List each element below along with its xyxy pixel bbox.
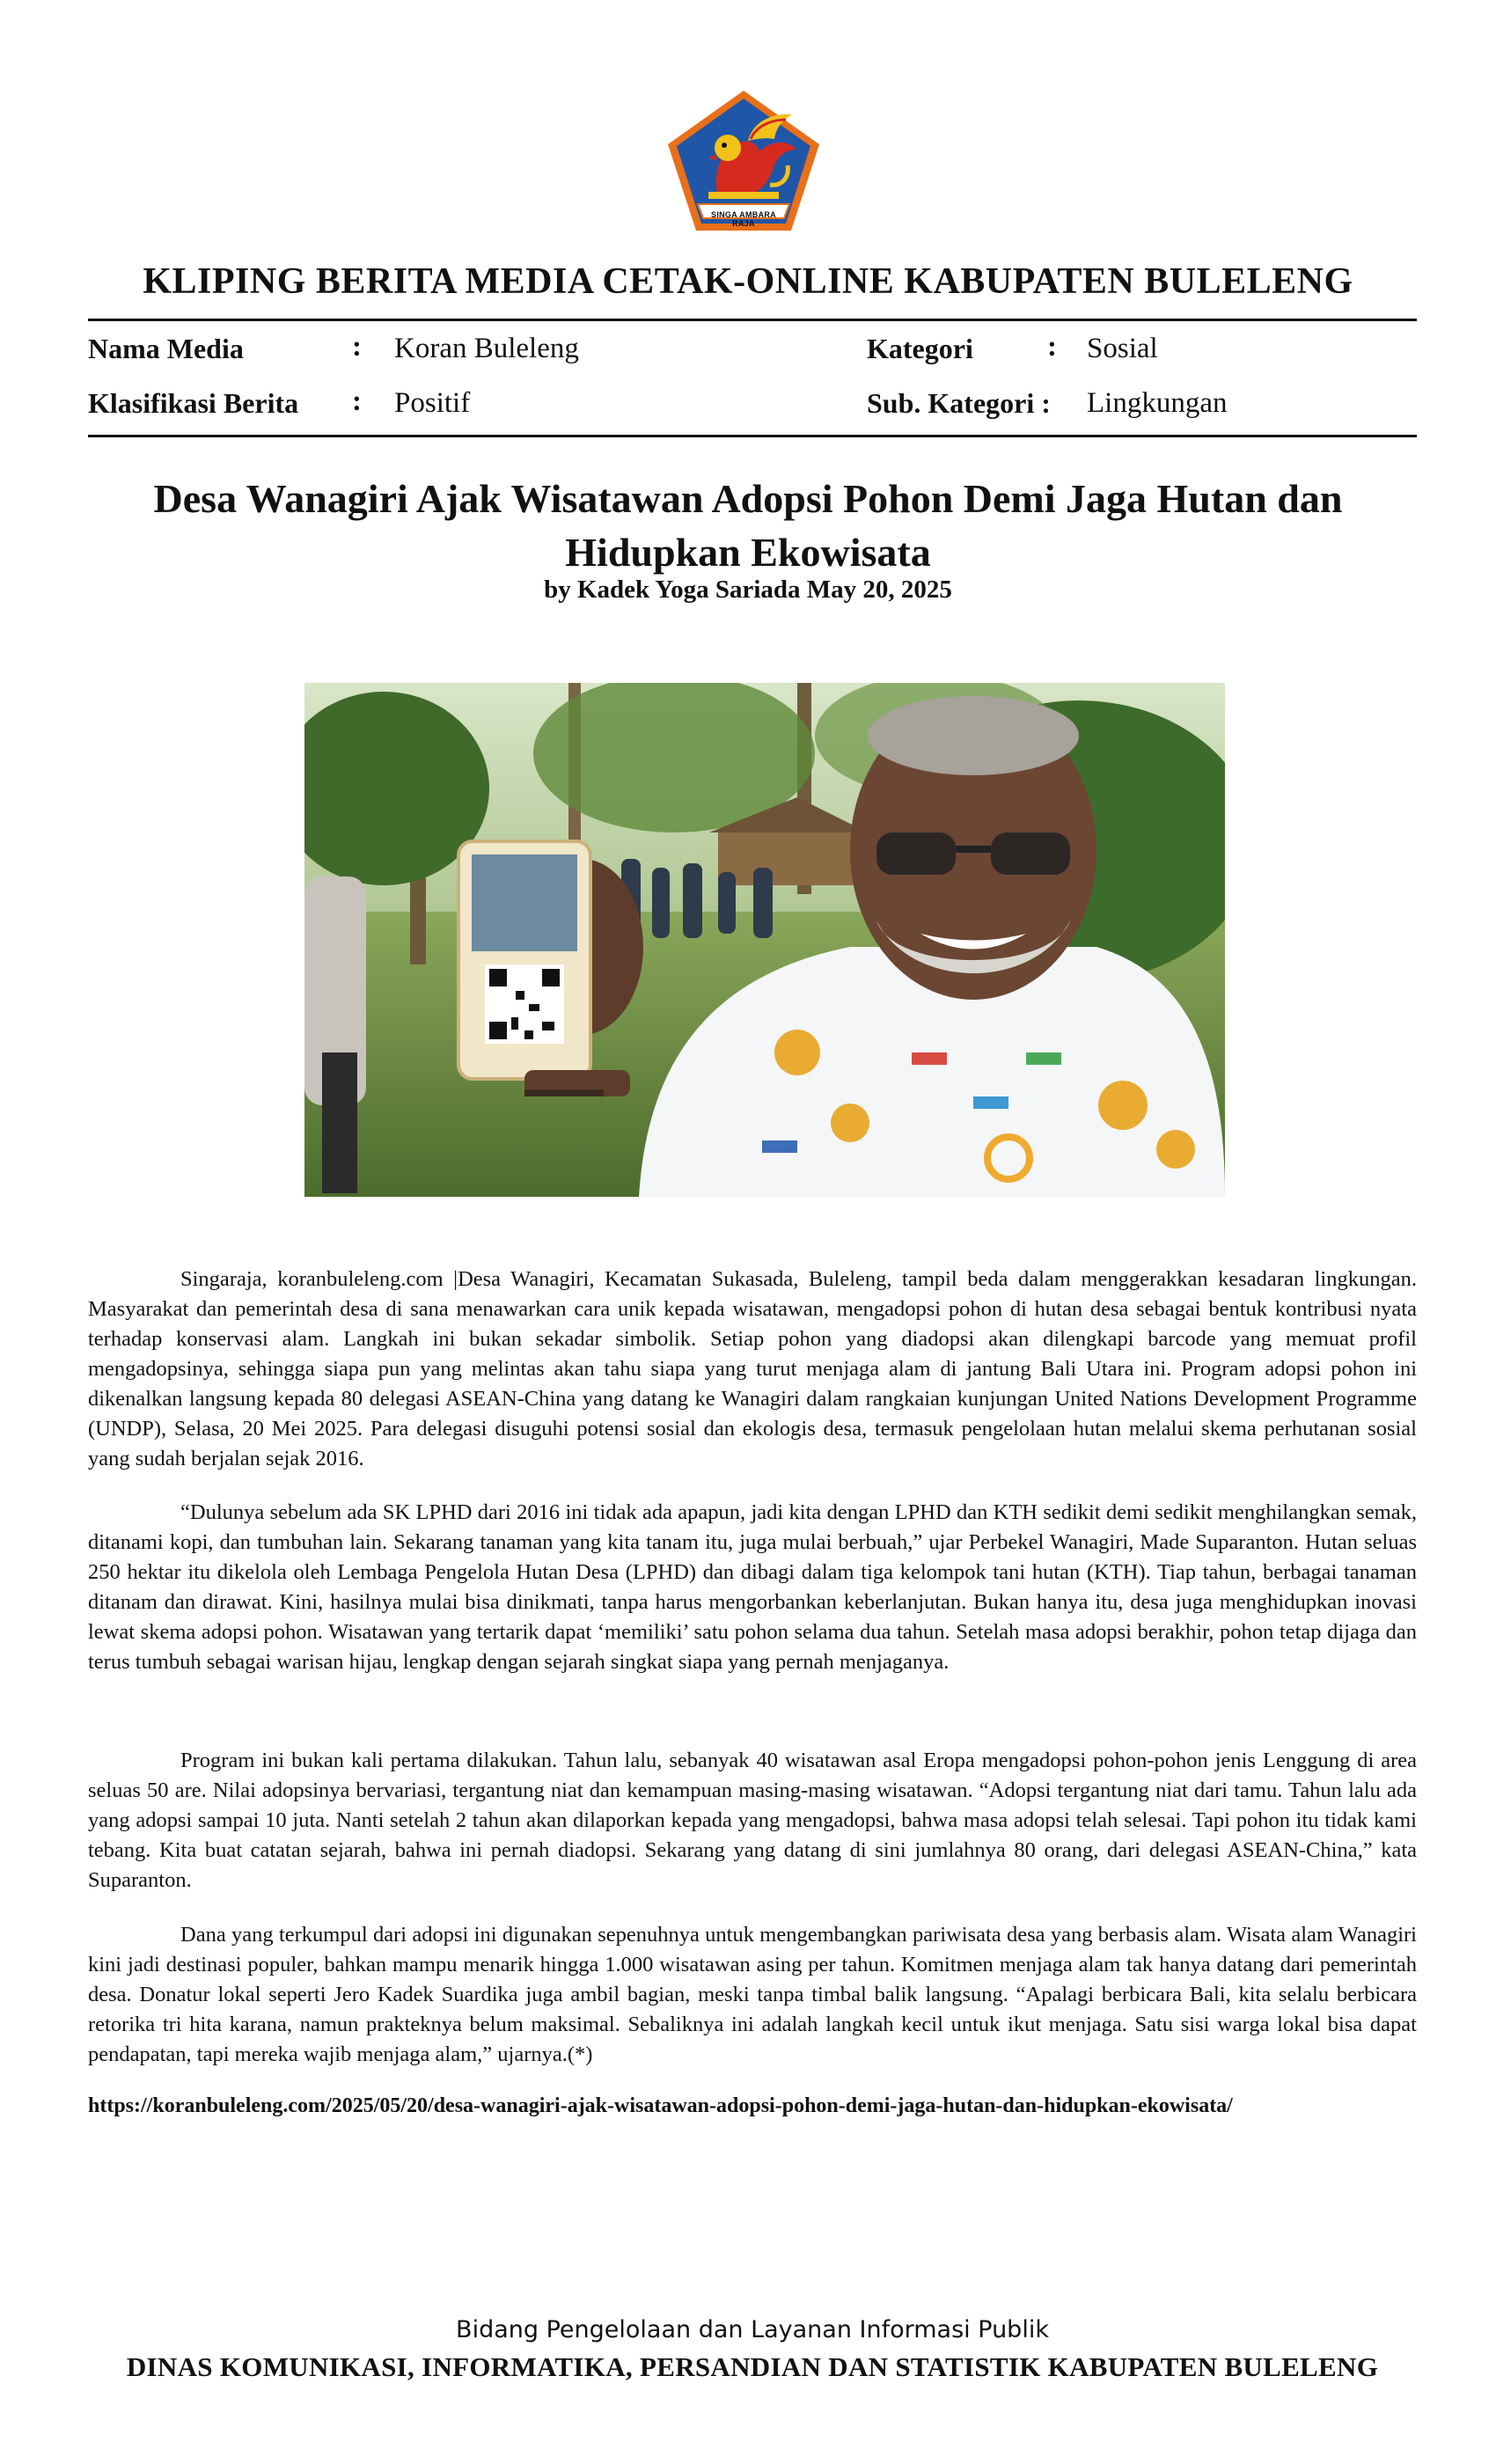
footer-division: Bidang Pengelolaan dan Layanan Informasi Publik <box>456 2316 1049 2343</box>
footer-agency: DINAS KOMUNIKASI, INFORMATIKA, PERSANDIAN DAN STATISTIK KABUPATEN BULELENG <box>126 2351 1379 2382</box>
media-value: Koran Buleleng <box>394 333 579 364</box>
article-title: Desa Wanagiri Ajak Wisatawan Adopsi Pohon Demi Jaga Hutan dan Hidupkan Ekowisata <box>153 476 1343 575</box>
subcategory-value: Lingkungan <box>1087 387 1228 419</box>
article-byline: by Kadek Yoga Sariada May 20, 2025 <box>544 576 952 604</box>
classification-colon: : <box>352 385 362 417</box>
header-divider-bottom <box>88 435 1417 437</box>
article-paragraph-2: “Dulunya sebelum ada SK LPHD dari 2016 ini tidak ada apapun, jadi kita dengan LPHD dan KTH sedikit demi sedikit menghilangkan semak, ditanami kopi, dan tumbuhan lain. Sekarang tanaman yang kita tanam itu, juga mulai berbuah,” ujar Perbekel Wanagiri, Made Suparanton. Hutan seluas 250 hektar itu dikelola oleh Lembaga Pengelola Hutan Desa (LPHD) dan dibagi dalam tiga kelompok tani hutan (KTH). Tiap tahun, berbagai tanaman ditanam dan dirawat. Kini, hasilnya mulai bisa dinikmati, tanpa harus mengorbankan keberlanjutan. Bukan hanya itu, desa juga menghidupkan inovasi lewat skema adopsi pohon. Wisatawan yang tertarik dapat ‘memiliki’ satu pohon selama dua tahun. Setelah masa adopsi berakhir, pohon tetap dijaga dan terus tumbuh sebagai warisan hijau, lengkap dengan sejarah singkat siapa yang pernah menjaganya. <box>88 1500 1417 1674</box>
category-value: Sosial <box>1087 333 1158 364</box>
category-colon: : <box>1047 331 1057 363</box>
media-colon: : <box>352 331 362 363</box>
classification-label: Klasifikasi Berita <box>88 387 299 419</box>
clipping-header-title: KLIPING BERITA MEDIA CETAK-ONLINE KABUPATEN BULELENG <box>143 261 1353 302</box>
classification-value: Positif <box>394 387 471 419</box>
emblem-motto: SINGA AMBARA RAJA <box>711 210 776 228</box>
article-paragraph-4: Dana yang terkumpul dari adopsi ini digunakan sepenuhnya untuk mengembangkan pariwisata desa yang berbasis alam. Wisata alam Wanagiri kini jadi destinasi populer, bahkan mampu menarik hingga 1.000 wisatawan asing per tahun. Komitmen menjaga alam tak hanya datang dari pemerintah desa. Donatur lokal seperti Jero Kadek Suardika juga ambil bagian, meski tanpa timbal balik langsung. “Apalagi berbicara Bali, kita selalu berbicara retorika tri hita karana, namun prakteknya belum maksimal. Sebaliknya ini adalah langkah kecil untuk ikut menjaga. Satu sisi warga lokal bisa dapat pendapatan, tapi mereka wajib menjaga alam,” ujarnya.(*) <box>88 1923 1417 2066</box>
media-label: Nama Media <box>88 333 244 364</box>
source-link[interactable]: https://koranbuleleng.com/2025/05/20/desa-wanagiri-ajak-wisatawan-adopsi-pohon-demi-jaga-hutan-dan-hidupkan-ekowisata/ <box>88 2094 1233 2117</box>
header-divider-top <box>88 319 1417 321</box>
article-paragraph-1: Singaraja, koranbuleleng.com |Desa Wanagiri, Kecamatan Sukasada, Buleleng, tampil beda dalam menggerakkan kesadaran lingkungan. Masyarakat dan pemerintah desa di sana menawarkan cara unik kepada wisatawan, mengadopsi pohon di hutan desa sebagai bentuk kontribusi nyata terhadap konservasi alam. Langkah ini bukan sekadar simbolik. Setiap pohon yang diadopsi akan dilengkapi barcode yang memuat profil mengadopsinya, sehingga siapa pun yang melintas akan tahu siapa yang turut menjaga alam di jantung Bali Utara ini. Program adopsi pohon ini dikenalkan langsung kepada 80 delegasi ASEAN-China yang datang ke Wanagiri dalam rangkaian kunjungan United Nations Development Programme (UNDP), Selasa, 20 Mei 2025. Para delegasi disuguhi potensi sosial dan ekologis desa, termasuk pengelolaan hutan melalui skema perhutanan sosial yang sudah berjalan sejak 2016. <box>88 1267 1417 1470</box>
article-photo <box>304 683 1225 1197</box>
article-paragraph-3: Program ini bukan kali pertama dilakukan. Tahun lalu, sebanyak 40 wisatawan asal Eropa mengadopsi pohon-pohon jenis Lenggung di area seluas 50 are. Nilai adopsinya bervariasi, tergantung niat dan kemampuan masing-masing wisatawan. “Adopsi tergantung niat dari tamu. Tahun lalu ada yang adopsi sampai 10 juta. Nanti setelah 2 tahun akan dilaporkan kepada yang mengadopsi, bahwa masa adopsi telah selesai. Tapi pohon itu tidak kami tebang. Kita buat catatan sejarah, bahwa ini pernah diadopsi. Sekarang yang datang di sini jumlahnya 80 orang, dari delegasi ASEAN-China,” kata Suparanton. <box>88 1749 1417 1892</box>
subcategory-label: Sub. Kategori : <box>867 387 1051 419</box>
category-label: Kategori <box>867 333 973 364</box>
